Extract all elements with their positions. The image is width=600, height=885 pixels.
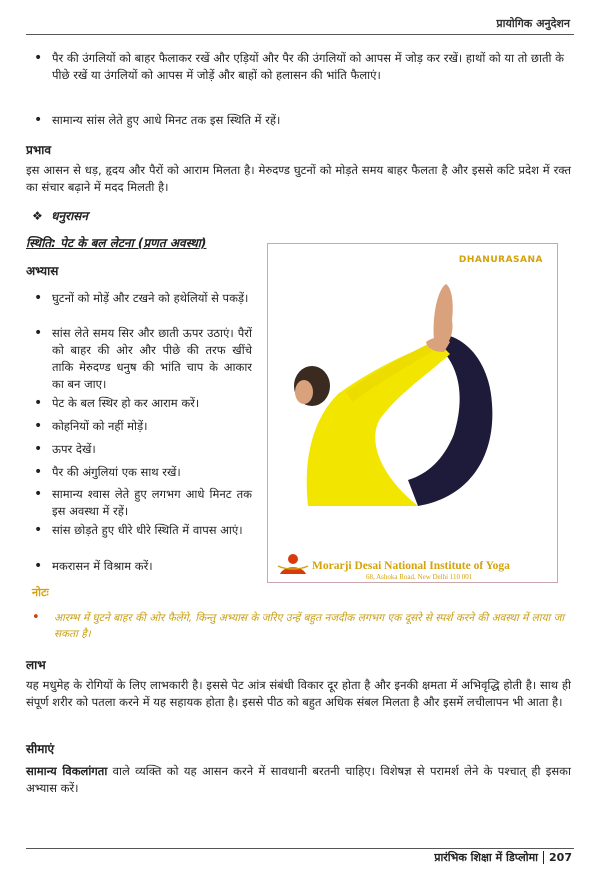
section-heading-benefits: लाभ bbox=[26, 658, 46, 672]
running-header: प्रायोगिक अनुदेशन bbox=[496, 17, 570, 30]
list-item: • ऊपर देखें। bbox=[34, 441, 96, 457]
institute-logo-icon bbox=[276, 552, 310, 576]
asana-title: ❖ धनुरासन bbox=[32, 209, 88, 223]
list-item: • पैर की उंगलियों को बाहर फैलाकर रखें और एड़ियों और पैर की उंगलियों को आपस में जोड़ कर रखें। हाथों को या तो छाती के पीछे रखें या उंगलियों को आपस में जोड़ें और बाहों को हलासन की भांति फैलाएं। bbox=[34, 50, 564, 82]
list-item: • पेट के बल स्थिर हो कर आराम करें। bbox=[34, 395, 200, 411]
diamond-bullet-icon: ❖ bbox=[32, 209, 43, 223]
footer-title: प्रारंभिक शिक्षा में डिप्लोमा bbox=[434, 851, 539, 864]
list-item: • सामान्य श्वास लेते हुए लगभग आधे मिनट तक इस अवस्था में रहें। bbox=[34, 486, 252, 518]
section-heading-practice: अभ्यास bbox=[26, 264, 59, 278]
section-heading-effect: प्रभाव bbox=[26, 143, 52, 157]
bullet-dot: • bbox=[34, 50, 43, 66]
section-heading-limitations: सीमाएं bbox=[26, 742, 55, 756]
limitations-paragraph: सामान्य विकलांगता वाले व्यक्ति को यह आसन करने में सावधानी बरतनी चाहिए। विशेषज्ञ से परामर्श लेने के पश्चात् ही इसका अभ्यास करें। bbox=[26, 764, 571, 795]
header-rule bbox=[26, 34, 574, 35]
list-item: • पैर की अंगुलियां एक साथ रखें। bbox=[34, 464, 181, 480]
list-item: • सांस लेते समय सिर और छाती ऊपर उठाएं। पैरों को बाहर की ओर और पीछे की तरफ खींचे ताकि मेरुदण्ड धनुष की भांति चाप के आकार का बन जाए। bbox=[34, 325, 252, 391]
list-item: • कोहनियों को नहीं मोड़ें। bbox=[34, 418, 148, 434]
page-number: 207 bbox=[549, 851, 572, 864]
effect-paragraph: इस आसन से धड़, हृदय और पैरों को आराम मिलता है। मेरुदण्ड घुटनों को मोड़ते समय बाहर फैलता है और इससे कटि प्रदेश में रक्त का संचार बढ़ाने में मदद मिलती है। bbox=[26, 163, 571, 194]
institute-name: Morarji Desai National Institute of Yoga bbox=[312, 560, 510, 572]
figure-face bbox=[295, 380, 313, 404]
dhanurasana-figure bbox=[268, 244, 557, 554]
benefits-paragraph: यह मधुमेह के रोगियों के लिए लाभकारी है। इससे पेट आंत्र संबंधी विकार दूर होता है और इनकी क्षमता में अभिवृद्धि होती है। साथ ही संपूर्ण शरीर को पतला करने में यह सहायक होता है। इससे पीठ को बहुत अधिक संबल मिलता है और इसमें लचीलापन भी आता है। bbox=[26, 678, 571, 709]
note-item: • आरम्भ में घुटने बाहर की ओर फैलेंगे, किन्तु अभ्यास के जरिए उन्हें बहुत नजदीक लगभग एक दूसरे से स्पर्श करने की अवस्था में लाया जा सकता है। bbox=[32, 610, 565, 640]
photo-caption: DHANURASANA bbox=[458, 255, 543, 265]
bullet-dot: • bbox=[34, 112, 43, 128]
institute-address: 68, Ashoka Road, New Delhi 110 001 bbox=[366, 573, 473, 581]
list-item: • मकरासन में विश्राम करें। bbox=[34, 558, 153, 574]
footer-separator bbox=[543, 851, 544, 864]
note-label: नोटः bbox=[32, 586, 49, 599]
footer-rule bbox=[26, 848, 574, 849]
position-line: स्थिति: पेट के बल लेटना (प्रणत अवस्था) bbox=[26, 236, 207, 250]
list-item: • घुटनों को मोड़ें और टखने को हथेलियों से पकड़ें। bbox=[34, 290, 249, 306]
list-item: • सांस छोड़ते हुए धीरे धीरे स्थिति में वापस आएं। bbox=[34, 522, 243, 538]
asana-photo bbox=[267, 243, 558, 583]
list-item: • सामान्य सांस लेते हुए आधे मिनट तक इस स्थिति में रहें। bbox=[34, 112, 281, 128]
page-footer bbox=[434, 850, 572, 865]
bullet-dot: • bbox=[32, 610, 40, 625]
